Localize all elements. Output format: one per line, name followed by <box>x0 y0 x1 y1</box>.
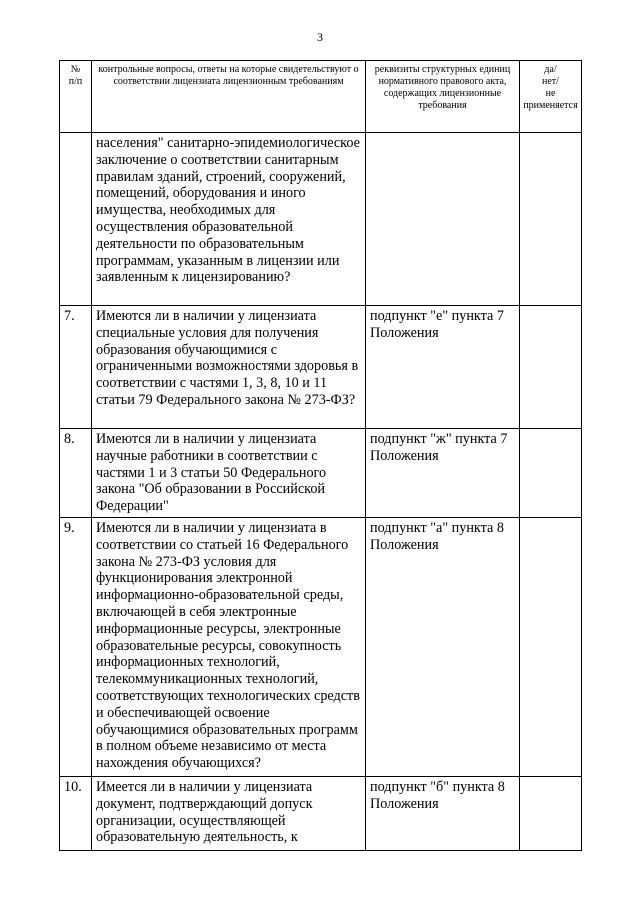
row-answer <box>520 777 582 851</box>
row-question: населения" санитарно-эпидемиологическое заключение о соответствии санитарным правилам зданий, строений, сооружений, помещений, оборудования и иного имущества, необходимых для осуществления образовательной деятельности по образовательным программам, указанным в лицензии или заявленным к лицензированию? <box>92 133 366 306</box>
row-answer <box>520 429 582 518</box>
row-question: Имеются ли в наличии у лицензиата в соответствии со статьей 16 Федерального закона № 273-ФЗ условия для функционирования электронной информационно-образовательной среды, включающей в себя электронные информационные ресурсы, электронные образовательные ресурсы, совокупность информационных технологий, телекоммуникационных технологий, соответствующих технологических средств и обеспечивающей освоение обучающимися образовательных программ в полном объеме независимо от места нахождения обучающихся? <box>92 518 366 777</box>
table-row <box>60 133 582 306</box>
row-number: 8. <box>60 429 92 518</box>
table-row <box>60 429 582 518</box>
row-reference: подпункт "е" пункта 7 Положения <box>366 306 520 429</box>
row-number: 7. <box>60 306 92 429</box>
row-reference: подпункт "б" пункта 8 Положения <box>366 777 520 851</box>
header-reference <box>366 61 520 133</box>
row-question: Имеются ли в наличии у лицензиата специальные условия для получения образования обучающимися с ограниченными возможностями здоровья в соответствии с частями 1, 3, 8, 10 и 11 статьи 79 Федерального закона № 273-ФЗ? <box>92 306 366 429</box>
row-answer <box>520 133 582 306</box>
table-row <box>60 306 582 429</box>
header-number-text: № п/п <box>68 64 83 87</box>
row-question: Имеется ли в наличии у лицензиата документ, подтверждающий допуск организации, осуществляющей образовательную деятельность, к <box>92 777 366 851</box>
row-number: 9. <box>60 518 92 777</box>
row-reference: подпункт "ж" пункта 7 Положения <box>366 429 520 518</box>
row-number: 10. <box>60 777 92 851</box>
row-answer <box>520 306 582 429</box>
requirements-table <box>59 60 582 851</box>
header-answer <box>520 61 582 133</box>
table-header-row <box>60 61 582 133</box>
header-reference-text: реквизиты структурных единиц нормативного правового акта, содержащих лицензионные требования <box>374 64 511 111</box>
table-row <box>60 777 582 851</box>
table-row <box>60 518 582 777</box>
header-number <box>60 61 92 133</box>
page-number: 3 <box>317 30 323 44</box>
row-reference <box>366 133 520 306</box>
row-number <box>60 133 92 306</box>
header-answer-text: да/ нет/ не применяется <box>523 64 578 111</box>
row-reference: подпункт "а" пункта 8 Положения <box>366 518 520 777</box>
header-question-text: контрольные вопросы, ответы на которые свидетельствуют о соответствии лицензиата лицензионным требованиям <box>98 64 359 87</box>
row-question: Имеются ли в наличии у лицензиата научные работники в соответствии с частями 1 и 3 статьи 50 Федерального закона "Об образовании в Российской Федерации" <box>92 429 366 518</box>
row-answer <box>520 518 582 777</box>
header-question <box>92 61 366 133</box>
